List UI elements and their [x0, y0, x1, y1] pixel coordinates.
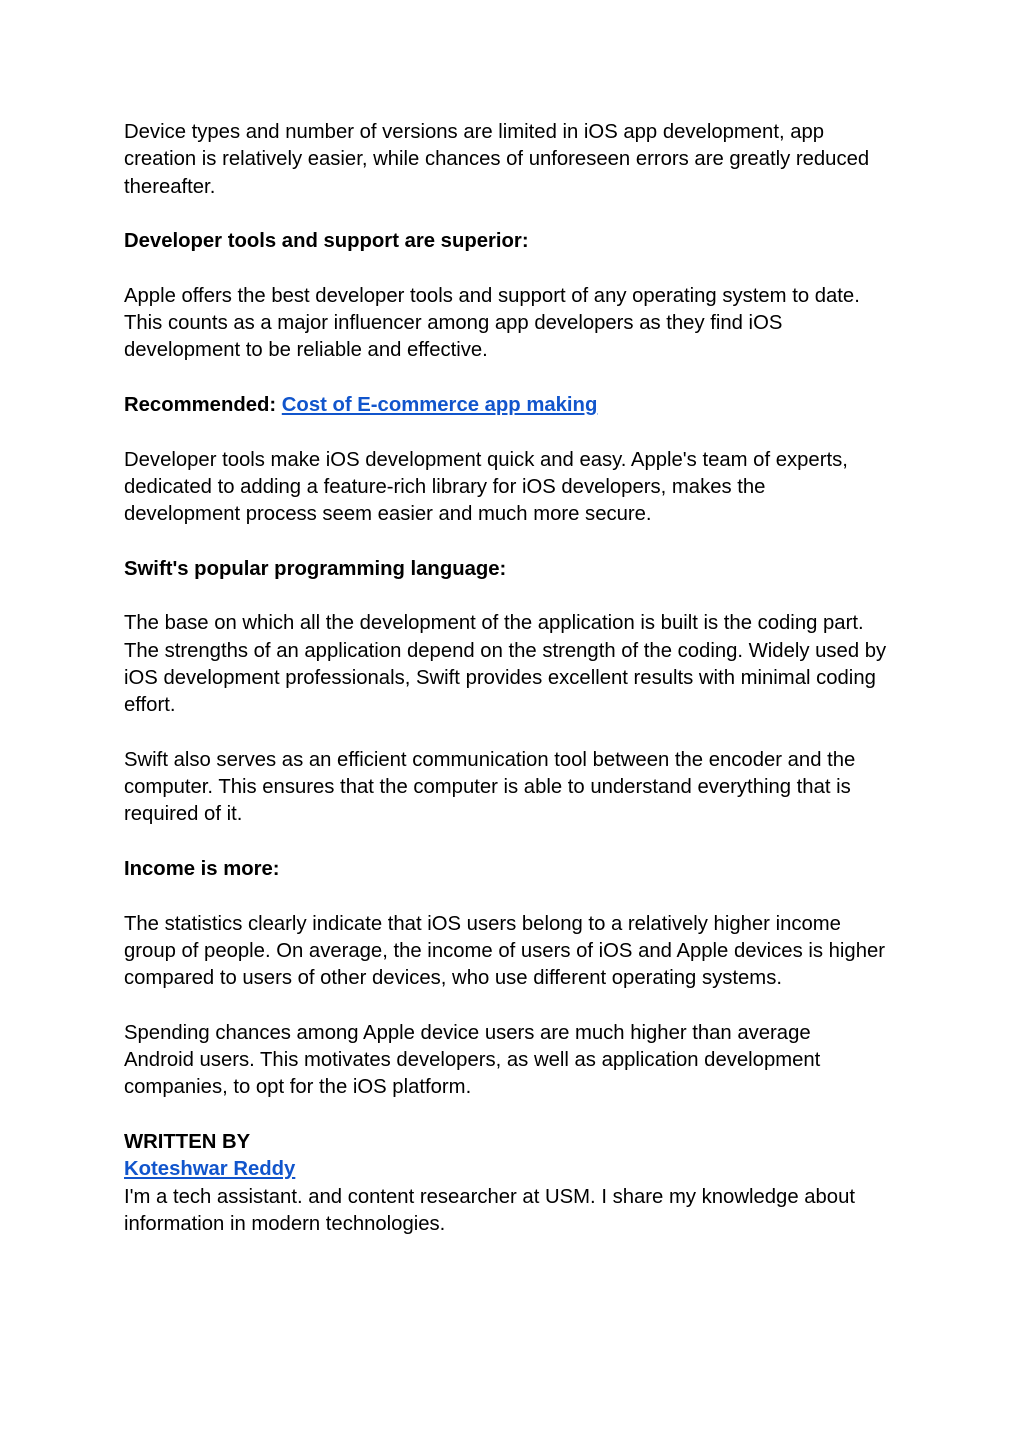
developer-tools-paragraph: Apple offers the best developer tools and support of any operating system to date. This counts as a major influencer among app developers as they find iOS development to be reliable and effective. [124, 284, 860, 362]
income-paragraph-2: Spending chances among Apple device users are much higher than average Android users. This motivates developers, as well as application development companies, to opt for the iOS platform. [124, 1021, 821, 1099]
author-block [124, 1129, 914, 1238]
document-page [124, 119, 914, 1238]
recommended-link[interactable]: Cost of E-commerce app making [281, 393, 598, 416]
swift-paragraph-2: Swift also serves as an efficient communication tool between the encoder and the computer. This ensures that the computer is able to understand everything that is required of it. [124, 748, 856, 826]
income-paragraph-1: The statistics clearly indicate that iOS users belong to a relatively higher income group of people. On average, the income of users of iOS and Apple devices is higher compared to users of other devices, who use different operating systems. [124, 912, 886, 990]
intro-paragraph: Device types and number of versions are limited in iOS app development, app creation is relatively easier, while chances of unforeseen errors are greatly reduced thereafter. [124, 121, 870, 198]
recommended-line [124, 392, 914, 419]
swift-heading: Swift's popular programming language: [124, 557, 507, 580]
author-bio: I'm a tech assistant. and content researcher at USM. I share my knowledge about information in modern technologies. [124, 1185, 855, 1235]
author-link[interactable]: Koteshwar Reddy [124, 1158, 296, 1181]
recommended-label: Recommended: [124, 393, 282, 416]
written-by-label: WRITTEN BY [124, 1130, 251, 1153]
swift-paragraph-1: The base on which all the development of the application is built is the coding part. The strengths of an application depend on the strength of the coding. Widely used by iOS development professionals, Swift provides excellent results with minimal coding effort. [124, 612, 887, 717]
income-heading: Income is more: [124, 858, 280, 881]
developer-tools-heading: Developer tools and support are superior: [124, 230, 529, 253]
developer-tools-detail-paragraph: Developer tools make iOS development quick and easy. Apple's team of experts, dedicated to adding a feature-rich library for iOS developers, makes the development process seem easier and much more secure. [124, 448, 848, 526]
